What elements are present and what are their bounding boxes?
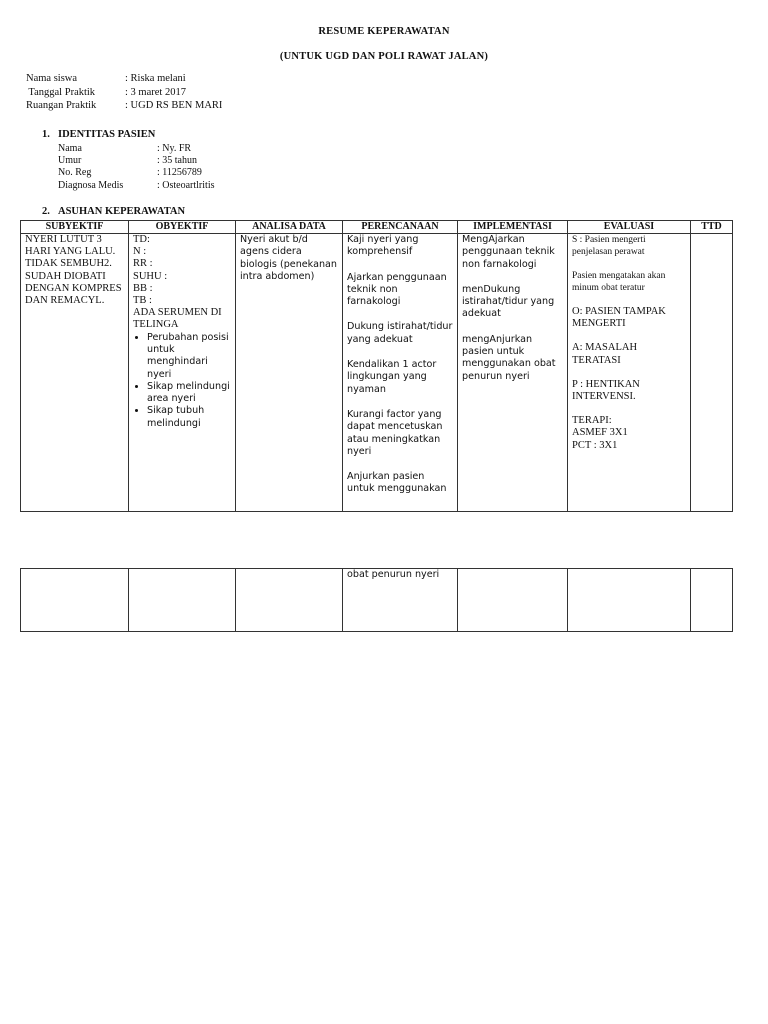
vital-n: N :	[133, 246, 147, 258]
vital-bb: BB :	[133, 282, 153, 294]
section-heading-identity	[42, 129, 155, 140]
student-info	[26, 72, 222, 113]
cell-subyektif	[21, 569, 129, 632]
info-value: : Riska melani	[125, 73, 186, 84]
list-item: • Perubahan posisi untuk menghindari nyeri	[147, 332, 231, 381]
evaluation-assessment: A: MASALAH TERATASI	[572, 342, 638, 366]
section-heading-care	[42, 206, 185, 217]
patient-row	[58, 167, 215, 179]
column-header-analisa: ANALISA DATA	[236, 221, 343, 234]
cell-perencanaan	[343, 569, 458, 632]
info-label: Nama siswa	[26, 73, 78, 84]
cell-subyektif	[21, 234, 129, 512]
vital-tb: TB :	[133, 295, 152, 307]
column-header-evaluasi: EVALUASI	[568, 221, 691, 234]
implementation-item: menDukung istirahat/tidur yang adekuat	[462, 283, 555, 320]
therapy-item: ASMEF 3X1	[572, 427, 628, 439]
patient-value: : 11256789	[157, 167, 202, 179]
column-header-subyektif: SUBYEKTIF	[21, 221, 129, 234]
list-item: • Sikap melindungi area nyeri	[147, 381, 231, 406]
cell-obyektif	[129, 234, 236, 512]
info-row-room	[26, 99, 222, 113]
patient-label: Diagnosa Medis	[58, 179, 124, 191]
vital-rr: RR :	[133, 258, 153, 270]
plan-item: Kendalikan 1 actor lingkungan yang nyaman	[347, 359, 437, 395]
patient-label: Umur	[58, 155, 82, 167]
patient-label: Nama	[58, 143, 82, 154]
cell-evaluasi	[568, 234, 691, 512]
info-label: Tanggal Praktik	[26, 86, 96, 98]
info-label: Ruangan Praktik	[26, 100, 97, 111]
cell-implementasi	[458, 234, 568, 512]
info-row-name	[26, 72, 222, 86]
patient-row	[58, 155, 215, 167]
section-title: ASUHAN KEPERAWATAN	[58, 206, 186, 217]
obyektif-note: ADA SERUMEN DI TELINGA	[133, 307, 222, 331]
patient-value: : 35 tahun	[157, 155, 197, 167]
patient-row	[58, 180, 215, 192]
info-value: : 3 maret 2017	[125, 86, 186, 98]
plan-item: Anjurkan pasien untuk menggunakan	[347, 471, 447, 495]
column-header-implementasi: IMPLEMENTASI	[458, 221, 568, 234]
info-row-date	[26, 86, 222, 100]
list-item: • Sikap tubuh melindungi	[147, 405, 231, 430]
cell-obyektif	[129, 569, 236, 632]
column-header-perencanaan: PERENCANAAN	[343, 221, 458, 234]
patient-label: No. Reg	[58, 167, 92, 179]
patient-value: : Ny. FR	[157, 143, 192, 154]
evaluation-subjective-2: Pasien mengatakan akan minum obat teratur	[572, 271, 666, 293]
column-header-obyektif: OBYEKTIF	[129, 221, 236, 234]
info-value: : UGD RS BEN MARI	[125, 100, 223, 111]
document-title: RESUME KEPERAWATAN	[318, 26, 450, 37]
cell-evaluasi	[568, 569, 691, 632]
implementation-item: mengAnjurkan pasien untuk menggunakan obat penurun nyeri	[462, 333, 556, 382]
section-number: 2.	[42, 206, 50, 217]
cell-analisa	[236, 569, 343, 632]
plan-item: Kaji nyeri yang komprehensif	[347, 234, 419, 258]
table-row	[21, 569, 733, 632]
cell-perencanaan	[343, 234, 458, 512]
evaluation-objective: O: PASIEN TAMPAK MENGERTI	[572, 306, 666, 330]
patient-identity	[58, 143, 215, 192]
vital-td: TD:	[133, 234, 150, 245]
nursing-care-table-continuation	[20, 568, 733, 632]
therapy-item: PCT : 3X1	[572, 439, 618, 451]
table-header-row	[21, 221, 733, 234]
plan-item: Dukung istirahat/tidur yang adekuat	[347, 321, 453, 345]
evaluation-subjective: S : Pasien mengerti penjelasan perawat	[572, 235, 646, 257]
patient-row	[58, 143, 215, 155]
obyektif-bullet-list	[133, 332, 231, 430]
analisa-text: Nyeri akut b/d agens cidera biologis (penekanan intra abdomen)	[240, 234, 337, 282]
cell-ttd	[691, 234, 733, 512]
implementation-item: MengAjarkan penggunaan teknik non farnakologi	[462, 234, 555, 270]
evaluation-plan: P : HENTIKAN INTERVENSI.	[572, 378, 640, 403]
cell-ttd	[691, 569, 733, 632]
column-header-ttd: TTD	[691, 221, 733, 234]
section-title: IDENTITAS PASIEN	[58, 129, 156, 140]
subyektif-text: NYERI LUTUT 3 HARI YANG LALU. TIDAK SEMBUH2. SUDAH DIOBATI DENGAN KOMPRES DAN REMACYL.	[25, 234, 122, 307]
therapy-label: TERAPI:	[572, 415, 612, 427]
vital-suhu: SUHU :	[133, 270, 168, 282]
nursing-care-table	[20, 220, 733, 512]
table-row	[21, 234, 733, 512]
patient-value: : Osteoartlritis	[157, 179, 215, 191]
plan-item-continued: obat penurun nyeri	[347, 569, 440, 580]
plan-item: Kurangi factor yang dapat mencetuskan atau meningkatkan nyeri	[347, 408, 443, 457]
plan-item: Ajarkan penggunaan teknik non farnakologi	[347, 271, 447, 308]
document-subtitle: (UNTUK UGD DAN POLI RAWAT JALAN)	[279, 51, 489, 62]
section-number: 1.	[42, 129, 50, 140]
cell-implementasi	[458, 569, 568, 632]
cell-analisa	[236, 234, 343, 512]
